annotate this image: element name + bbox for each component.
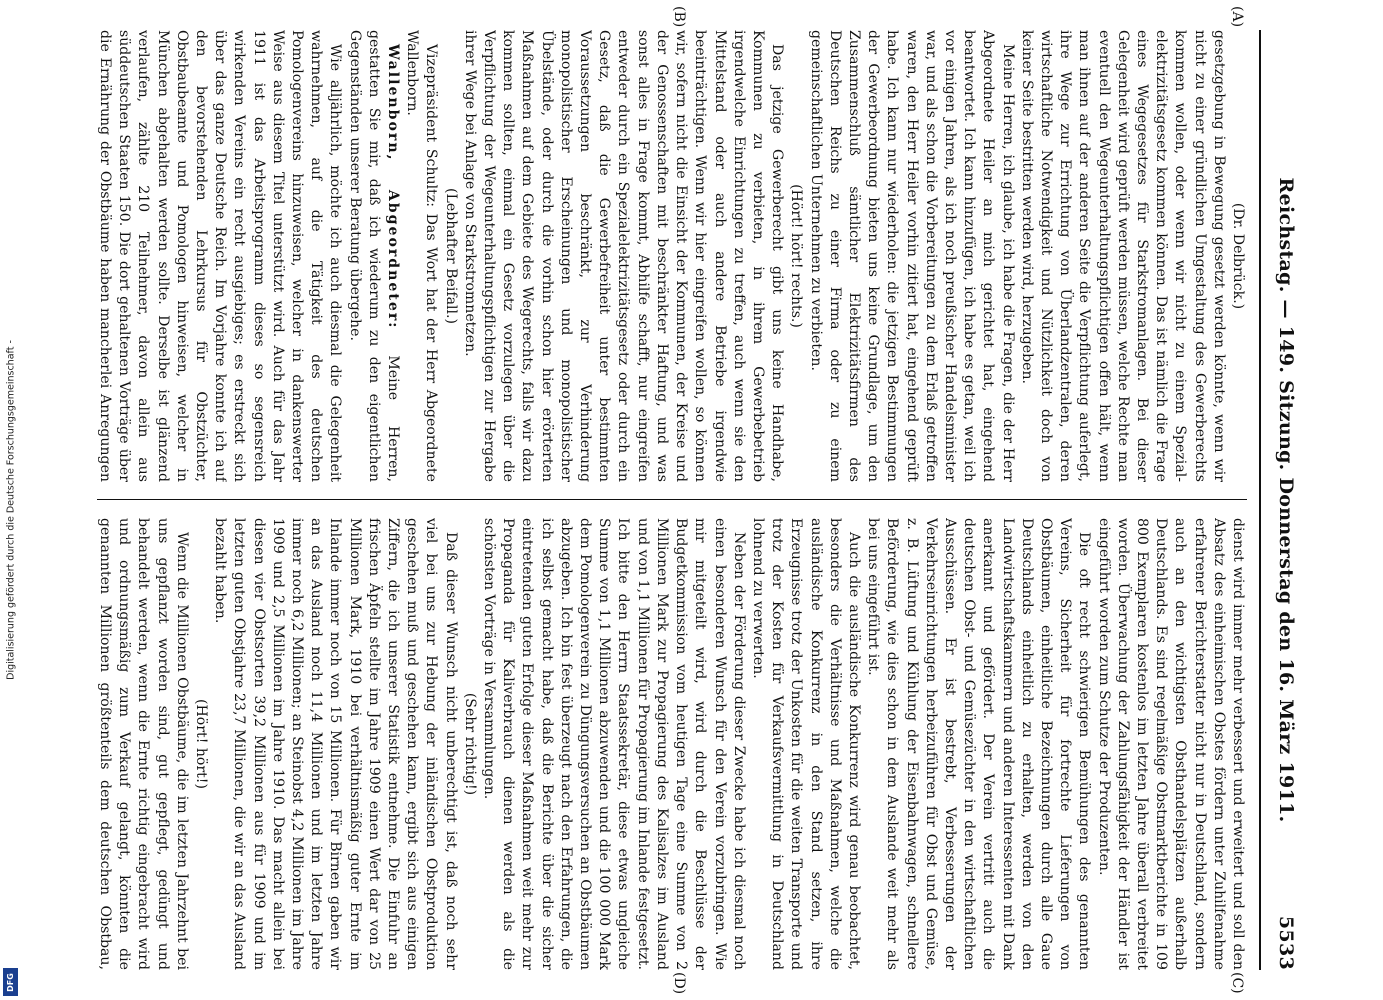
- margin-mark-a: (A): [1228, 6, 1245, 28]
- speaker-header: (Dr. Delbrück.): [1229, 202, 1246, 310]
- header-rule: [1259, 30, 1261, 970]
- margin-mark-c: (C): [1228, 972, 1245, 994]
- interjection: (Lebhafter Beifall.): [442, 188, 459, 324]
- paragraph: Wie alljährlich, möchte ich auch diesmal die Gelegenheit wahrnehmen, auf die Tätigkeit des deutschen Pomologenvereins hinzuweisen, welcher in dankenswerter Weise aus diesem Titel unterstützt wird. Auch für das Jahr 1911 ist das Arbeitsprogramm dieses so segensreich wirkenden Vereins ein recht ausgiebiges; es erstreckt sich über das ganze Deutsche Reich. Im Vorjahre konnte ich auf den bevorstehenden Lehrkursus für Obstzüchter, Obstbaubeamte und Pomologen hinweisen, welcher in München abgehalten werden sollte. Derselbe ist glänzend verlaufen, zählte 210 Teilnehmer, davon allein aus süddeutschen Staaten 150. Die dort gehaltenen Vorträge über die Ernährung der Obstbäume haben mancherlei Anregungen: [96, 30, 343, 482]
- column-divider: [97, 499, 1247, 500]
- paragraph: Auch die ausländische Konkurrenz wird genau beobachtet, besonders die Verhältnisse und Maßnahmen, welche die ausländische Konkurrenz in den Stand setzen, ihre Erzeugnisse trotz der Unkosten für die weiten Transporte und trotz der Kosten für Verkaufsvermittlung in Deutschland lohnend zu verwerten.: [749, 518, 862, 970]
- dfg-logo-text: DFG: [6, 972, 16, 992]
- paragraph: dienst wird immer mehr verbessert und erweitert und soll den Absatz des einheimischen Obstes fördern unter Zuhilfenahme erfahrener Berichterstatter nicht nur in Deutschland, sondern auch an den wichtigsten Obsthandelsplätzen außerhalb Deutschlands. Es sind regelmäßige Obstmarktberichte in 109 800 Exemplaren kostenlos im letzten Jahre überall verbreitet worden. Überwachung der Zahlungsfähigkeit der Händler ist eingeführt worden zum Schutze der Produzenten.: [1095, 518, 1246, 970]
- interjection: (Hört! hört! rechts.): [787, 184, 804, 328]
- header-title: Reichstag. — 149. Sitzung. Donnerstag den 16. März 1911.: [1274, 177, 1297, 823]
- dfg-logo: [3, 968, 18, 996]
- speaker-label: Wallenborn, Abgeordneter:: [384, 44, 401, 330]
- paragraph: Das jetzige Gewerberecht gibt uns keine Handhabe, Kommunen zu verbieten, in ihrem Gewerbebetrieb irgendwelche Einrichtungen zu treffen, auch wenn sie den Mittelstand oder auch andere Betriebe irgendwie beeinträchtigen. Wenn wir hier eingreifen wollen, so können wir, sofern nicht die Einsicht der Kommunen, der Kreise und der Genossenschaften mit beschränkter Haftung, und was sonst alles in Frage kommt, Abhilfe schafft, nur eingreifen entweder durch ein Spezialelektrizitätsgesetz oder durch ein Gesetz, daß die Gewerbefreiheit unter bestimmten Voraussetzungen beschränkt, zur Verhinderung monopolistischer Erscheinungen und monopolistischer Übelstände, oder durch die vorhin schon hier erörterten Maßnahmen auf dem Gebiete des Wegerechts, falls wir dazu kommen sollten, einmal ein Gesetz vorzulegen über die Verpflichtung der Wegeunterhaltungspflichtigen zur Hergabe ihrer Wege bei Anlage von Starkstromnetzen.: [461, 30, 785, 482]
- margin-mark-b: (B): [670, 6, 687, 28]
- rotated-content-frame: [57, 0, 1327, 1000]
- paragraph: Wenn die Millionen Obstbäume, die im letzten Jahrzehnt bei uns gepflanzt worden sind, gut gepflegt, gedüngt und behandelt werden, wenn die Ernte richtig eingebracht wird und ordnungsmäßig zum Verkauf gelangt, könnten die genannten Millionen größtenteils dem deutschen Obstbau,: [96, 518, 190, 970]
- digitization-footer: [0, 0, 22, 1000]
- page-header: [1263, 30, 1297, 970]
- paragraph: Meine Herren, ich glaube, ich habe die Fragen, die der Herr Abgeordnete Heiler an mich gerichtet hat, eingehend beantwortet. Ich kann hinzufügen, ich habe es getan, weil ich vor einigen Jahren, als ich noch preußischer Handelsminister war, und als schon die Vorbereitungen zu dem Erlaß getroffen waren, den Herr Heiler vorhin zitiert hat, eingehend geprüft habe. Ich kann nur wiederholen: die jetzigen Bestimmungen der Gewerbeordnung bieten uns keine Grundlage, um den Zusammenschluß sämtlicher Elektrizitätsfirmen des Deutschen Reichs zu einer Firma oder zu einem gemeinschaftlichen Unternehmen zu verbieten.: [807, 30, 1016, 482]
- paragraph: Die oft recht schwierigen Bemühungen des genannten Vereins, Sicherheit für fortrechte Lieferungen von Obstbäumen, einheitliche Bezeichnungen durch alle Gaue Deutschlands einheitlich zu erhalten, werden von den Landwirtschaftskammern und anderen Interessenten mit Dank anerkannt und gefördert. Der Verein vertritt auch die deutschen Obst- und Gemüsezüchter in den wirtschaftlichen Ausschüssen. Er ist bestrebt, Verbesserungen der Verkehrseinrichtungen herbeizuführen für Obst und Gemüse, z. B. Lüftung und Kühlung der Eisenbahnwagen, schnellere Beförderung, wie dies schon in dem Auslande weit mehr als bei uns eingeführt ist.: [864, 518, 1092, 970]
- paragraph: Neben der Förderung dieser Zwecke habe ich diesmal noch einen besonderen Wunsch für den Verein vorzubringen. Wie mir mitgeteilt wird, wird durch die Beschlüsse der Budgetkommission vom heutigen Tage eine Summe von 2 Millionen Mark zur Propagierung des Kalisalzes im Ausland und von 1,1 Millionen für Propagierung im Inlande festgesetzt. Ich bitte den Herrn Staatssekretär, diese etwas ungleiche Summe von 1,1 Millionen abzuwenden und die 100 000 Mark dem Pomologenverein zu Düngungsversuchen an Obstbäumen abzugeben. Ich bin fest überzeugt nach den Erfahrungen, die ich selbst gemacht habe, daß die Berichte über die sicher eintretenden guten Erfolge dieser Maßnahmen weit mehr zur Propaganda für Kaliverbrauch dienen werden als die schönsten Vorträge in Versammlungen.: [480, 518, 747, 970]
- margin-mark-d: (D): [670, 972, 687, 995]
- paragraph: Daß dieser Wunsch nicht unberechtigt ist, daß noch sehr viel bei uns zur Hebung der inländischen Obstproduktion geschehen muß und geschehen kann, ergibt sich aus einigen Ziffern, die ich unserer Statistik entnehme. Die Einfuhr an frischen Äpfeln stellte im Jahre 1909 einen Wert dar von 25 Millionen Mark, 1910 bei verhältnismäßig guter Ernte im Inlande immer noch von 15 Millionen. Für Birnen gaben wir an das Ausland noch 11,4 Millionen und im letzten Jahre immer noch 6,2 Millionen; an Steinobst 4,2 Millionen im Jahre 1909 und 2,5 Millionen im Jahre 1910. Das macht allein bei diesen vier Obstsorten 39,2 Millionen aus für 1909 und im letzten guten Obstjahre 23,7 Millionen, die wir an das Ausland bezahlt haben.: [211, 518, 459, 970]
- paragraph: gesetzgebung in Bewegung gesetzt werden könnte, wenn wir nicht zu einer gründlichen Umgestaltung des Gewerberechts kommen wollen, oder wenn wir nicht zu einem Spezial-elektrizitätsgesetz kommen können. Das ist nämlich die Frage eines Wegegesetzes für Starkstromanlagen. Bei dieser Gelegenheit wird geprüft werden müssen, welche Rechte man eventuell den Wegeunterhaltungspflichtigen offen hält, wenn man ihnen auf der anderen Seite die Verpflichtung auferlegt, ihre Wege zur Errichtung von Überlandzentralen, deren wirtschaftliche Notwendigkeit und Nützlichkeit doch von keiner Seite bestritten werden wird, herzugeben.: [1018, 30, 1227, 482]
- speaker-name: [344, 30, 402, 482]
- interjection: (Sehr richtig!): [461, 692, 478, 796]
- paragraph: Meine Herren, gestatten Sie mir, daß ich wiederum zu den eigentlichen Gegenständen unserer Beratung übergehe.: [346, 30, 401, 482]
- vice-president-line: Vizepräsident Schultz: Das Wort hat der Herr Abgeordnete Wallenborn.: [403, 30, 439, 482]
- page-number: 5533: [1274, 915, 1297, 970]
- footer-credit-text: Digitalisierung gefördert durch die Deutsche Forschungsgemeinschaft -: [5, 340, 17, 680]
- left-text-column: [97, 30, 1247, 482]
- right-text-column: [97, 518, 1247, 970]
- interjection: (Hört! hört!): [192, 699, 209, 789]
